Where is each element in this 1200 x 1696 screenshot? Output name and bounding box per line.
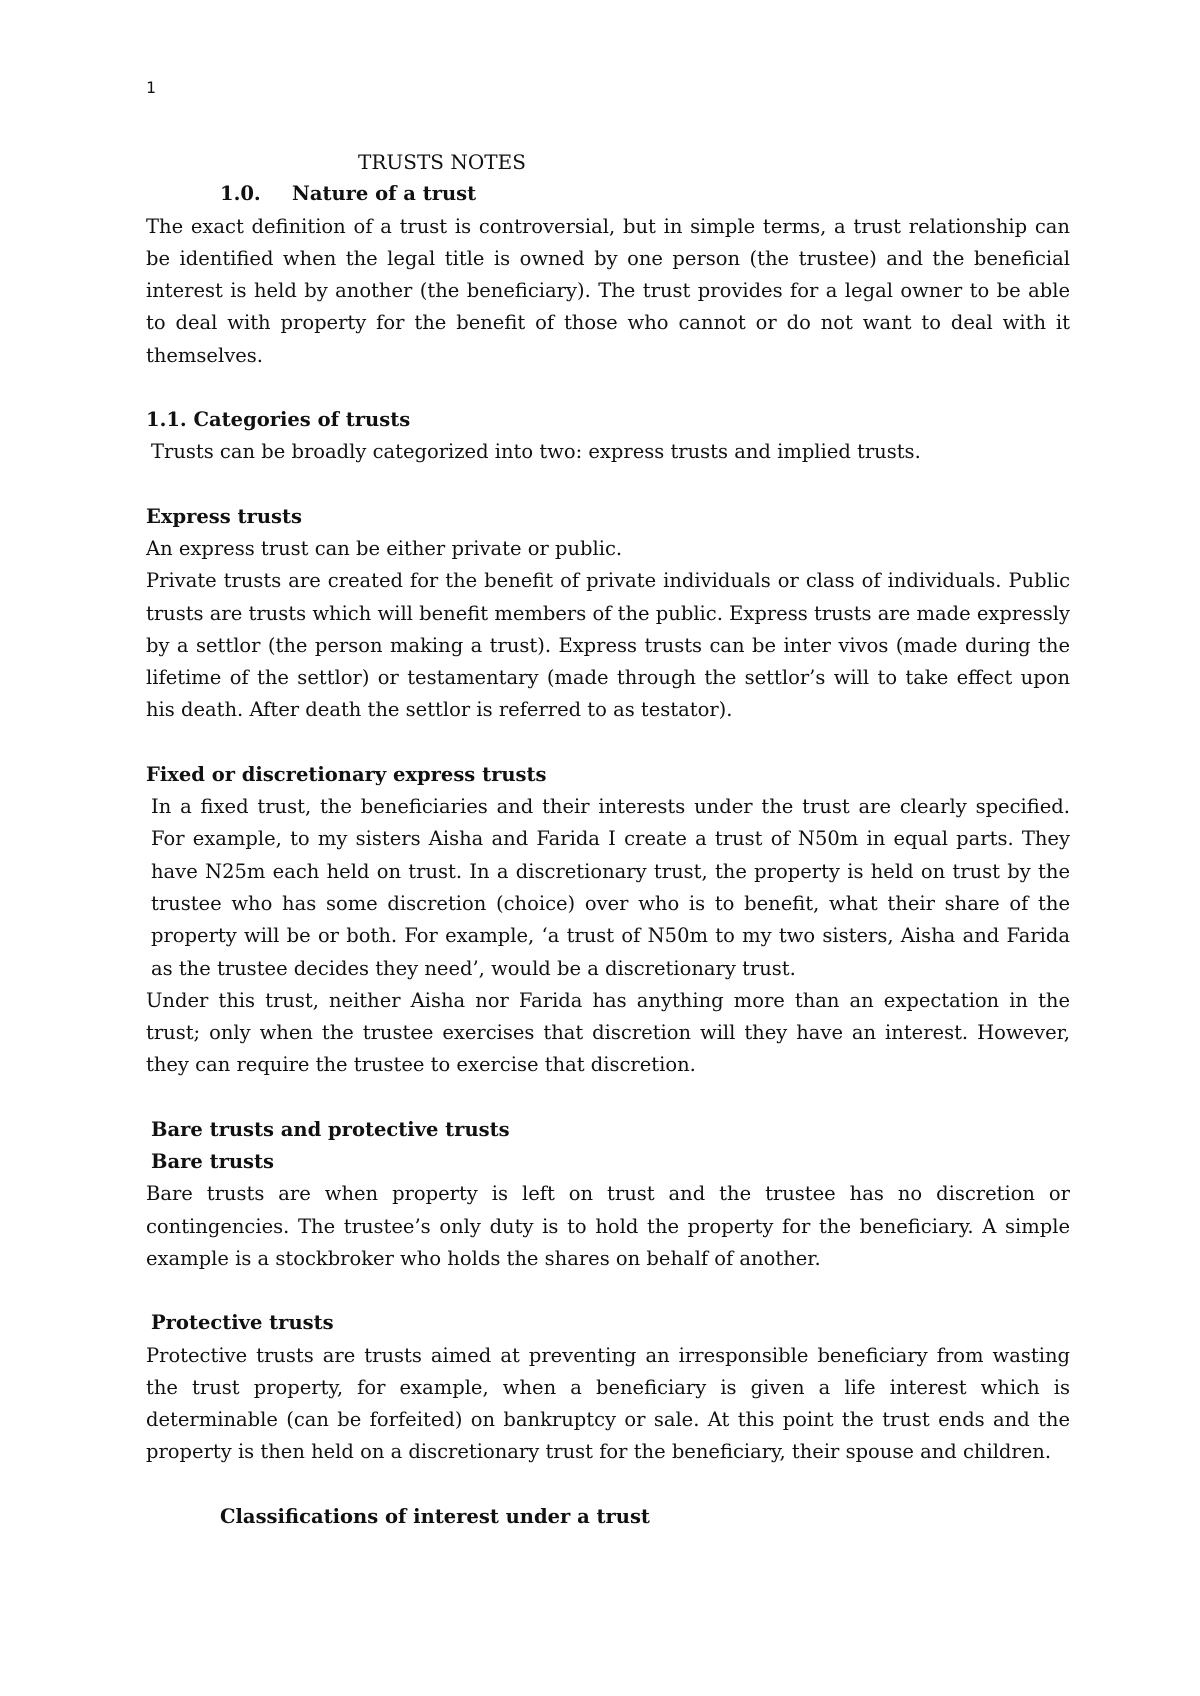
section-heading-text: Nature of a trust: [292, 182, 477, 206]
section-heading-express: Express trusts: [146, 504, 302, 528]
paragraph-bare: Bare trusts are when property is left on trust and the trustee has no discretion or contingencies. The trustee’s only duty is to hold the property for the beneficiary. A simple example is a stockbroker who holds the shares on behalf of another.: [146, 1182, 1070, 1270]
paragraph-protective: Protective trusts are trusts aimed at preventing an irresponsible beneficiary from wasting the trust property, for example, when a beneficiary is given a life interest which is determinable (can be forfeited) on bankruptcy or sale. At this point the trust ends and the property is then held on a discretionary trust for the beneficiary, their spouse and children.: [146, 1343, 1070, 1464]
paragraph-express-2: Private trusts are created for the benefit of private individuals or class of individuals. Public trusts are trusts which will benefit members of the public. Express trusts are made expressly by a settlor (the person making a trust). Express trusts can be inter vivos (made during the lifetime of the settlor) or testamentary (made through the settlor’s will to take effect upon his death. After death the settlor is referred to as testator).: [146, 569, 1070, 722]
paragraph-fixed-1: In a fixed trust, the beneficiaries and their interests under the trust are clearly specified. For example, to my sisters Aisha and Farida I create a trust of N50m in equal parts. They have N25m each held on trust. In a discretionary trust, the property is held on trust by the trustee who has some discretion (choice) over who is to benefit, what their share of the property will be or both. For example, ‘a trust of N50m to my two sisters, Aisha and Farida as the trustee decides they need’, would be a discretionary trust.: [151, 795, 1070, 980]
section-number: 1.0.: [220, 182, 261, 206]
section-heading-classifications: Classifications of interest under a trust: [220, 1504, 650, 1528]
section-heading-nature: [146, 178, 1070, 210]
document-title: TRUSTS NOTES: [358, 150, 526, 174]
paragraph-nature: The exact definition of a trust is controversial, but in simple terms, a trust relationship can be identified when the legal title is owned by one person (the trustee) and the beneficial interest is held by another (the beneficiary). The trust provides for a legal owner to be able to deal with property for the benefit of those who cannot or do not want to deal with it themselves.: [146, 214, 1070, 367]
paragraph-categories: Trusts can be broadly categorized into two: express trusts and implied trusts.: [151, 440, 921, 464]
subheading-protective: Protective trusts: [151, 1311, 334, 1335]
subheading-bare: Bare trusts: [151, 1150, 275, 1174]
page-number: 1: [146, 78, 156, 97]
document-body: [146, 146, 1070, 1533]
paragraph-fixed-2: Under this trust, neither Aisha nor Farida has anything more than an expectation in the trust; only when the trustee exercises that discretion will they have an interest. However, they can require the trustee to exercise that discretion.: [146, 988, 1070, 1077]
section-heading-bare-protective: Bare trusts and protective trusts: [151, 1117, 510, 1141]
section-heading-categories: 1.1. Categories of trusts: [146, 408, 411, 432]
section-heading-fixed: Fixed or discretionary express trusts: [146, 762, 547, 786]
paragraph-express-1: An express trust can be either private or public.: [146, 536, 623, 560]
